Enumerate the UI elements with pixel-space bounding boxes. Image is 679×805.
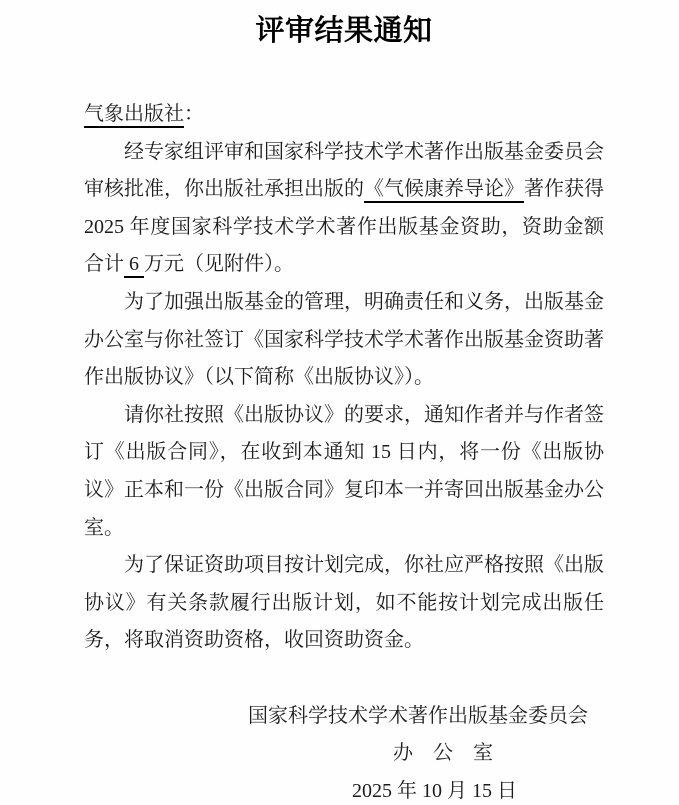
document-title: 评审结果通知: [255, 15, 433, 47]
approval-lead-in-text: 经专家组评审和国家科学技术学术著作出版基金委员会审核批准，你出版社承担出版的: [84, 140, 604, 201]
recipient-name-underlined: 气象出版社: [84, 103, 184, 128]
signature-block: [84, 698, 604, 805]
paragraph-obligations: 为了保证资助项目按计划完成，你社应严格按照《出版协议》有关条款履行出版计划，如不能按计划完成出版任务，将取消资助资格，收回资助资金。: [84, 554, 604, 652]
letter-body: [84, 96, 604, 805]
funding-amount-underlined: 6: [124, 253, 144, 278]
paragraph-funding-approval: [84, 134, 604, 284]
book-title-underlined: 《气候康养导论》: [364, 178, 524, 203]
signature-office: 办 公 室: [393, 742, 493, 765]
paragraph-agreement-signing: 为了加强出版基金的管理，明确责任和义务，出版基金办公室与你社签订《国家科学技术学术著作出版基金资助著作出版协议》（以下简称《出版协议》）。: [84, 290, 604, 389]
signature-organization: 国家科学技术学术著作出版基金委员会: [248, 704, 588, 727]
paragraph-return-instructions: 请你社按照《出版协议》的要求，通知作者并与作者签订《出版合同》，在收到本通知 15 日内，将一份《出版协议》正本和一份《出版合同》复印本一并寄回出版基金办公室。: [84, 403, 604, 539]
salutation-line: [84, 96, 604, 134]
salutation-colon: ：: [184, 103, 204, 125]
signature-date: 2025 年 10 月 15 日: [352, 779, 517, 802]
approval-tail-text: 万元（见附件）。: [144, 253, 294, 276]
letter-content: [84, 12, 604, 805]
approval-mid-text: 著作获得 2025 年度国家科学技术学术著作出版基金资助，资助金额合计: [84, 178, 604, 276]
